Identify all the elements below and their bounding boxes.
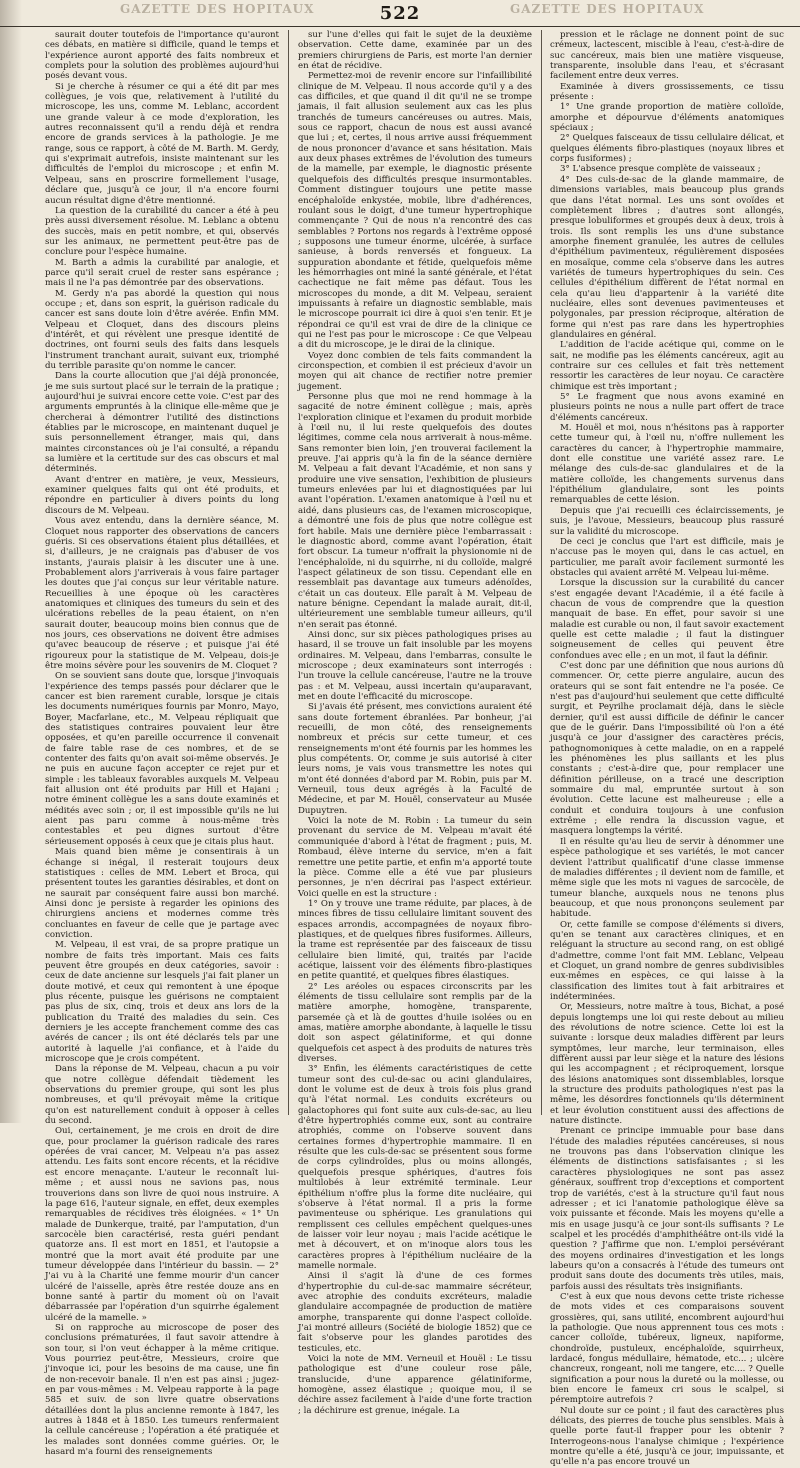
paragraph: C'est donc par une définition que nous aurions dû commencer. Or, cette pierre angulaire, aucun des orateurs qui se sont fait entendre ne l'a posée. Ce n'est pas d'aujourd'hui seulement que cette difficulté surgit, et Peyrilhe proclamait déjà, dans le siècle dernier, qu'il est aussi difficile de définir le cancer que de le guérir. Dans l'impossibilité où l'on a été jusqu'à ce jour d'assigner des caractères précis, pathognomoniques à cette maladie, on en a rappelé les phénomènes les plus saillants et les plus constants ; c'est-à-dire que, pour remplacer une définition périlleuse, on a tracé une description sommaire du mal, empruntée surtout à son évolution. Cette lacune est malheureuse ; elle a conduit et conduira toujours à une confusion extrême ; elle rendra la discussion vague, et masquera longtemps la vérité. — [550, 660, 784, 837]
paragraph: M. Velpeau, il est vrai, de sa propre pratique un nombre de faits très important. Mais ces faits peuvent être groupés en deux catégories, savoir : ceux de date ancienne sur lesquels j'ai fait planer un doute motivé, et ceux qui remontent à une époque plus récente, puisque les guérisons ne comptaient pas plus de six, cinq, trois et deux ans lors de la publication du Traité des maladies du sein. Ces derniers je les accepte franchement comme des cas avérés de cancer ; ils ont été déclarés tels par une autorité à laquelle j'ai confiance, et à l'aide du microscope que je crois compétent. — [45, 940, 279, 1065]
paragraph: 4° Des culs-de-sac de la glande mammaire, de dimensions variables, mais beaucoup plus grands que dans l'état normal. Les uns sont ovoïdes et complètement libres ; d'autres sont allongés, presque lobuliformes et groupés deux à deux, trois à trois. Ils sont remplis les uns d'une substance amorphe finement granulée, les autres de cellules d'épithélium pavimenteux, régulièrement disposées en mosaïque, comme cela s'observe dans les autres variétés de tumeurs hypertrophiques du sein. Ces cellules d'épithélium diffèrent de l'état normal en cela qu'au lieu d'appartenir à la variété dite nucléaire, elles sont devenues pavimenteuses et polygonales, par pression réciproque, altération de forme qui n'est pas rare dans les hypertrophies glandulaires en général. — [550, 174, 784, 340]
paragraph: Nul doute sur ce point ; il faut des caractères plus délicats, des pierres de touche plus sensibles. Mais à quelle porte faut-il frapper pour les obtenir ? Interrogeons-nous l'analyse chimique ; l'expérience montre qu'elle a été, jusqu'à ce jour, impuissante, et qu'elle n'a pas encore trouvé un — [550, 1405, 784, 1468]
paragraph: Dans la réponse de M. Velpeau, chacun a pu voir que notre collègue défendait tièdement les observations du premier groupe, qui sont les plus nombreuses, et qu'il prévoyait même la critique qu'on est naturellement conduit à opposer à celles du second. — [45, 1064, 279, 1127]
paragraph: M. Houël et moi, nous n'hésitons pas à rapporter cette tumeur qui, à l'œil nu, n'offre nullement les caractères du cancer, à l'hypertrophie mammaire, dont elle constitue une variété assez rare. Le mélange des culs-de-sac glandulaires et de la matière colloïde, les changements survenus dans l'épithélium glandulaire, sont les points remarquables de cette lésion. — [550, 423, 784, 506]
paragraph: Si on rapproche au microscope de poser des conclusions prématurées, il faut savoir attendre à son tour, si l'on veut échapper à la même critique. Vous pourriez peut-être, Messieurs, croire que j'invoque ici, pour les besoins de ma cause, une fin de non-recevoir banale. Il n'en est pas ainsi ; jugez-en par vous-mêmes : M. Velpeau rapporte à la page 585 et suiv. de son livre quatre observations détaillées dont la plus ancienne remonte à 1847, les autres à 1848 et à 1850. Les tumeurs renfermaient la cellule cancéreuse ; l'opération a été pratiquée et les malades sont données comme guéries. Or, le hasard m'a fourni des renseignements — [45, 1322, 279, 1458]
paragraph: Dans la courte allocution que j'ai déjà prononcée, je me suis surtout placé sur le terrain de la pratique ; aujourd'hui je suivrai encore cette voie. C'est par des arguments empruntés à la clinique elle-même que je chercherai à démontrer l'utilité des distinctions établies par le microscope, en maintenant duquel je suis personnellement étranger, mais qui, dans maintes circonstances où je l'ai consulté, a répandu sa lumière et la certitude sur des cas obscurs et mal déterminés. — [45, 371, 279, 475]
paragraph: C'est à eux que nous devons cette triste richesse de mots vides et ces comparaisons souvent grossières, qui, sans utilité, encombrent aujourd'hui la pathologie. Que nous apprennent tous ces mots : cancer colloïde, tubéreux, ligneux, napiforme, chondroïde, pustuleux, encéphaloïde, squirrheux, lardacé, fongus médullaire, hématode, etc... ; ulcère chancreux, rongeant, noli me tangere, etc.... ? Quelle signification a pour nous la dureté ou la mollesse, ou bien encore le fameux cri sous le scalpel, si péremptoire autrefois ? — [550, 1291, 784, 1406]
paragraph: 3° Enfin, les éléments caractéristiques de cette tumeur sont des cul-de-sac ou acini glandulaires, dont le volume est de deux à trois fois plus grand qu'à l'état normal. Les conduits excréteurs ou galactophores qui font suite aux culs-de-sac, au lieu d'être hypertrophiés comme eux, sont au contraire atrophiés, comme on l'observe souvent dans certaines formes d'hypertrophie mammaire. Il en résulte que les culs-de-sac se présentent sous forme de corps cylindroïdes, plus ou moins allongés, quelquefois presque sphériques, d'autres fois multilobés à leur extrémité terminale. Leur épithélium n'offre plus la forme dite nucléaire, qui s'observe à l'état normal. Il a pris la forme pavimenteuse ou sphérique. Les granulations qui remplissent ces cellules empêchent quelques-unes de laisser voir leur noyau ; mais l'acide acétique le met à découvert, et on m'inoque alors tous les caractères propres à l'épithélium nucléaire de la mamelle normale. — [298, 1064, 532, 1271]
column-1 — [45, 30, 279, 1458]
paragraph: 5° Le fragment que nous avons examiné en plusieurs points ne nous a nulle part offert de trace d'éléments cancéreux. — [550, 392, 784, 423]
paragraph: 3° L'absence presque complète de vaisseaux ; — [560, 164, 761, 175]
paragraph: pression et le râclage ne donnent point de suc crémeux, lactescent, miscible à l'eau, c'est-à-dire de suc cancéreux, mais bien une matière visqueuse, transparente, insoluble dans l'eau, et s'écrasant facilement entre deux verres. — [550, 30, 784, 82]
paragraph: Si je cherche à résumer ce qui a été dit par mes collègues, je vois que, relativement à l'utilité du microscope, les uns, comme M. Leblanc, accordent une grande valeur à ce mode d'exploration, les autres reconnaissent qu'il a rendu déjà et rendra encore de grands services à la pathologie. Je me range, sous ce rapport, à côté de M. Barth. M. Gerdy, qui s'exprimait autrefois, insiste maintenant sur les difficultés de l'emploi du microscope ; et enfin M. Velpeau, sans en proscrire formellement l'usage, déclare que, jusqu'à ce jour, il n'a encore fourni aucun résultat digne d'être mentionné. — [45, 81, 279, 206]
paragraph: Il en résulte qu'au lieu de servir à dénommer une espèce pathologique et ses variétés, le mot cancer devient l'attribut qualificatif d'une classe immense de maladies différentes ; il devient nom de famille, et même sigle que les mots ni vagues de sarcocèle, de tumeur blanche, auxquels nous ne tenons plus beaucoup, et que nous prononçons seulement par habitude. — [550, 836, 784, 920]
column-3 — [550, 30, 784, 1468]
paragraph: Lorsque la discussion sur la curabilité du cancer s'est engagée devant l'Académie, il a été facile à chacun de vous de comprendre que la question manquait de base. En effet, pour savoir si une maladie est curable ou non, il faut savoir exactement quelle est cette maladie ; il faut la distinguer soigneusement de celles qui peuvent être confondues avec elle ; en un mot, il faut la définir. — [550, 578, 784, 661]
running-head-right: GAZETTE DES HOPITAUX — [510, 2, 705, 16]
paragraph: Avant d'entrer en matière, je veux, Messieurs, examiner quelques faits qui ont été produits, et répondre en particulier à divers points du long discours de M. Velpeau. — [45, 474, 279, 516]
paragraph: Depuis que j'ai recueilli ces éclaircissements, je suis, je l'avoue, Messieurs, beaucoup plus rassuré sur la validité du microscope. — [550, 505, 784, 537]
paragraph: Or, Messieurs, notre maître à tous, Bichat, a posé depuis longtemps une loi qui reste debout au milieu des révolutions de notre science. Cette loi est la suivante : lorsque deux maladies diffèrent par leurs symptômes, leur marche, leur terminaison, elles diffèrent aussi par leur siège et la nature des lésions qui les accompagnent ; et réciproquement, lorsque des lésions anatomiques sont dissemblables, lorsque la structure des produits pathologiques n'est pas la même, les désordres fonctionnels qu'ils déterminent et leur évolution constituent aussi des affections de nature distincte. — [550, 1002, 784, 1127]
paragraph: Voici la note de MM. Verneuil et Houël : Le tissu pathologique est d'une couleur rose pâle, translucide, d'une apparence gélatiniforme, homogène, assez élastique ; quoique mou, il se déchire assez facilement à l'aide d'une forte traction ; la déchirure est grenue, inégale. La — [298, 1354, 532, 1416]
paragraph: Oui, certainement, je me crois en droit de dire que, pour proclamer la guérison radicale des rares opérées de vrai cancer, M. Velpeau n'a pas assez attendu. Les faits sont encore récents, et la récidive est encore menaçante. L'auteur le reconnaît lui-même ; et aussi nous ne savions pas, nous trouverions dans son livre de quoi nous instruire. A la page 616, l'auteur signale, en effet, deux exemples remarquables de récidives très éloignées. « 1° Un malade de Dunkerque, traité, par l'amputation, d'un sarcocèle bien caractérisé, resta guéri pendant quatorze ans. Il est mort en 1851, et l'autopsie a montré que la mort avait été produite par une tumeur développée dans l'intérieur du bassin. — 2° J'ai vu à la Charité une femme mourir d'un cancer ulcéré de l'aisselle, après être restée douze ans en bonne santé à partir du moment où on l'avait débarrassée par l'opération d'un squirrhe également ulcéré de la mamelle. » — [45, 1126, 279, 1323]
paragraph: Permettez-moi de revenir encore sur l'infaillibilité clinique de M. Velpeau. Il nous accorde qu'il y a des cas difficiles, et que quand il dit qu'il ne se trompe jamais, il fait allusion seulement aux cas les plus tranchés de tumeurs cancéreuses ou autres. Mais, sous ce rapport, chacun de nous est aussi avancé que lui ; et, certes, il nous arrive aussi fréquemment de nous prononcer d'avance et sans hésitation. Mais aux deux phases extrêmes de l'évolution des tumeurs de la mamelle, par exemple, le diagnostic présente quelquefois des difficultés presque insurmontables. Comment distinguer toujours une petite masse encéphaloïde enkystée, mobile, libre d'adhérences, roulant sous le doigt, d'une tumeur hypertrophique commençante ? Qui de nous n'a rencontré des cas semblables ? Portons nos regards à l'extrême opposé ; supposons une tumeur énorme, ulcérée, à surface sanieuse, à bords renversés et fongueux. La suppuration abondante et fétide, quelquefois même les hémorrhagies ont miné la santé générale, et l'état cachectique ne fait même pas défaut. Tous les microscopes du monde, a dit M. Velpeau, seraient impuissants à refaire un diagnostic semblable, mais le microscope pourrait ici dire à quoi s'en tenir. Et je répondrai ce qu'il est vrai de dire de la clinique ce qui ne l'est pas pour le microscope : Ce que Velpeau a dit du microscope, je le dirai de la clinique. — [298, 71, 532, 351]
paragraph: Ainsi donc, sur six pièces pathologiques prises au hasard, il se trouve un fait insoluble par les moyens ordinaires. M. Velpeau, dans l'embarras, consulte le microscope ; deux examinateurs sont interrogés : l'un trouve la cellule cancéreuse, l'autre ne la trouve pas : et M. Velpeau, aussi incertain qu'auparavant, met en doute l'efficacité du microscope. — [298, 629, 532, 702]
paragraph: Ainsi il s'agit là d'une de ces formes d'hypertrophie du cul-de-sac mammaire sécréteur, avec atrophie des conduits excréteurs, maladie glandulaire accompagnée de production de matière amorphe, transparente qui donne l'aspect colloïde. J'ai montré ailleurs (Société de biologie 1852) que ce fait s'observe pour les glandes parotides des testicules, etc. — [298, 1271, 532, 1354]
paragraph: Prenant ce principe immuable pour base dans l'étude des maladies réputées cancéreuses, si nous ne trouvons pas dans l'observation clinique les éléments de distinctions satisfaisantes ; si les caractères physiologiques ne sont pas assez généraux, souffrent trop d'exceptions et comportent trop de variétés, c'est à la structure qu'il faut nous adresser ; et ici l'anatomie pathologique élève sa voix puissante et féconde. Mais les moyens qu'elle a mis en usage jusqu'à ce jour sont-ils suffisants ? Le scalpel et les procédés d'amphithéâtre ont-ils vidé la question ? J'affirme que non. L'emploi persévérant des moyens ordinaires d'investigation et les longs labeurs qu'on a consacrés à l'étude des tumeurs ont produit sans doute des documents très utiles, mais, parfois aussi des résultats très insignifiants. — [550, 1126, 784, 1292]
binding-shadow — [0, 0, 22, 1123]
paragraph: La question de la curabilité du cancer a été à peu près aussi diversement résolue. M. Leblanc a obtenu des succès, mais en petit nombre, et qui, observés sur les animaux, ne permettent peut-être pas de conclure pour l'espèce humaine. — [45, 205, 279, 258]
paragraph: sur l'une d'elles qui fait le sujet de la deuxième observation. Cette dame, examinée par un des premiers chirurgiens de Paris, est morte l'an dernier en état de récidive. — [298, 30, 532, 72]
paragraph: 1° Une grande proportion de matière colloïde, amorphe et dépourvue d'éléments anatomiques spéciaux ; — [550, 102, 784, 134]
page-number: 522 — [379, 3, 421, 24]
paragraph: Mais quand bien même je consentirais à un échange si inégal, il resterait toujours deux statistiques : celles de MM. Lebert et Broca, qui présentent toutes les garanties désirables, et dont on ne saurait par conséquent faire aussi bon marché. Ainsi donc je persiste à regarder les opinions des chirurgiens anciens et modernes comme très concluantes en faveur de celle que je partage avec conviction. — [45, 847, 279, 940]
paragraph: Voyez donc combien de tels faits commandent la circonspection, et combien il est précieux d'avoir un moyen qui ait chance de rectifier notre premier jugement. — [298, 350, 532, 392]
paragraph: Personne plus que moi ne rend hommage à la sagacité de notre éminent collègue ; mais, après l'exploration clinique et l'examen du produit morbide à l'œil nu, il lui reste quelquefois des doutes légitimes, comme cela nous arriverait à nous-même. Sans remonter bien loin, j'en trouverai facilement la preuve. J'ai appris qu'à la fin de la séance dernière M. Velpeau a fait devant l'Académie, et non sans y produire une vive sensation, l'exhibition de plusieurs tumeurs enlevées par lui et diagnostiquées par lui avant l'opération. L'examen anatomique à l'œil nu et aidé, dans plusieurs cas, de l'examen microscopique, a démontré une fois de plus que notre collègue est fort habile. Mais une dernière pièce l'embarrassait : le diagnostic abord, comme avant l'opération, était fort obscur. La tumeur n'offrait la physionomie ni de l'encéphaloïde, ni du squirrhe, ni du colloïde, malgré l'aspect gélatineux de son tissu. Cependant elle en ressemblait pas davantage aux tumeurs adénoïdes, c'était un cas douteux. Elle paraît à M. Velpeau de nature bénigne. Cependant la malade aurait, dit-il, ultérieurement une semblable tumeur ailleurs, qu'il n'en serait pas étonné. — [298, 392, 532, 630]
paragraph: L'addition de l'acide acétique qui, comme on le sait, ne modifie pas les éléments cancéreux, agit au contraire sur ces cellules et fait très nettement ressortir les caractères de leur noyau. Ce caractère chimique est très important ; — [550, 340, 784, 392]
paragraph: On se souvient sans doute que, lorsque j'invoquais l'expérience des temps passés pour déclarer que le cancer est bien rarement curable, lorsque je citais les documents numériques fournis par Monro, Mayo, Boyer, Macfarlane, etc., M. Velpeau répliquait que des statistiques contraires pouvaient leur être opposées, et qu'en pareille occurrence il convenait de faire table rase de ces nombres, et de se contenter des faits qu'on avait soi-même observés. Je ne puis en aucune façon accepter ce rejet pur et simple : les tableaux favorables auxquels M. Velpeau fait allusion ont été produits par Hill et Hajani ; notre éminent collègue les a sans doute examinés et médités avec soin ; or, il est impossible qu'ils ne lui aient pas paru comme à nous-même très contestables et peu dignes surtout d'être sérieusement opposés à ceux que je citais plus haut. — [45, 671, 279, 847]
paragraph: 1° On y trouve une trame réduite, par places, à de minces fibres de tissu cellulaire limitant souvent des espaces arrondis, accompagnées de noyaux fibro-plastiques, et de quelques fibres fusiformes. Ailleurs, la trame est représentée par des faisceaux de tissu cellulaire bien limité, qui, traités par l'acide acétique, laissent voir des éléments fibro-plastiques en petite quantité, et quelques fibres élastiques. — [298, 898, 532, 982]
paragraph: M. Gerdy n'a pas abordé la question qui nous occupe ; et, dans son esprit, la guérison radicale du cancer est sans doute loin d'être avérée. Enfin MM. Velpeau et Cloquet, dans des discours pleins d'intérêt, et qui révèlent une presque identité de doctrines, ont fourni seuls des faits dans lesquels l'instrument tranchant aurait, suivant eux, triomphé du terrible parasite qu'on nomme le cancer. — [45, 288, 279, 371]
article-columns — [45, 30, 787, 1468]
paragraph: Examinée à divers grossissements, ce tissu présente : — [550, 81, 784, 103]
paragraph: 2° Les aréoles ou espaces circonscrits par les éléments de tissu cellulaire sont remplis par de la matière amorphe, homogène, transparente, parsemée çà et là de gouttes d'huile isolées ou en amas, matière amorphe abondante, à laquelle le tissu doit son aspect gélatiniforme, et qui donne quelquefois cet aspect à des produits de natures très diverses. — [298, 981, 532, 1065]
column-divider — [541, 30, 542, 1115]
paragraph: Voici la note de M. Robin : La tumeur du sein provenant du service de M. Velpeau m'avait été communiquée d'abord à l'état de fragment ; puis, M. Rombaud, élève interne du service, m'en a fait remettre une petite partie, et enfin m'a apporté toute la pièce. Comme elle a été vue par plusieurs personnes, je n'en décrirai pas l'aspect extérieur. Voici quelle en est la structure : — [298, 816, 532, 899]
paragraph: Or, cette famille se compose d'éléments si divers, qu'en se tenant aux caractères cliniques, et en reléguant la structure au second rang, on est obligé d'admettre, comme l'ont fait MM. Leblanc, Velpeau et Cloquet, un grand nombre de genres subdivisibles eux-mêmes en espèces, ce qui laisse à la classification des limites tout à fait arbitraires et indéterminées. — [550, 919, 784, 1002]
paragraph: 2° Quelques faisceaux de tissu cellulaire délicat, et quelques éléments fibro-plastiques (noyaux libres et corps fusiformes) ; — [550, 133, 784, 165]
paragraph: De ceci je conclus que l'art est difficile, mais je n'accuse pas le moyen qui, dans le cas actuel, en particulier, me paraît avoir facilement surmonté les obstacles qui avaient arrêté M. Velpeau lui-même. — [550, 536, 784, 578]
column-2 — [298, 30, 532, 1416]
paragraph: Vous avez entendu, dans la dernière séance, M. Cloquet nous rapporter des observations de cancers guéris. Si ces observations étaient plus détaillées, et si, d'ailleurs, je ne craignais pas d'abuser de vos instants, j'aurais plaisir à les discuter une à une. Probablement alors j'arriverais à vous faire partager les doutes que j'ai conçus sur leur véritable nature. Recueillies à une époque où les caractères anatomiques et cliniques des tumeurs du sein et des ulcérations rebelles de la peau étaient, on n'en saurait douter, beaucoup moins bien connus que de nos jours, ces observations ne doivent être admises qu'avec beaucoup de réserve ; et puisque j'ai été rigoureux pour la statistique de M. Velpeau, dois-je être moins sévère pour les souvenirs de M. Cloquet ? — [45, 516, 279, 671]
paragraph: Si j'avais été présent, mes convictions auraient été sans doute fortement ébranlées. Par bonheur, j'ai recueilli, de mon côté, des renseignements nombreux et précis sur cette tumeur, et ces renseignements m'ont été fournis par les hommes les plus compétents. Or, comme je suis autorisé à citer leurs noms, je vais vous transmettre les notes qui m'ont été données d'abord par M. Robin, puis par M. Verneuil, tous deux agrégés à la Faculté de Médecine, et par M. Houël, conservateur au Musée Dupuytren. — [298, 702, 532, 816]
running-head-left: GAZETTE DES HOPITAUX — [120, 2, 315, 16]
paragraph: M. Barth a admis la curabilité par analogie, et parce qu'il serait cruel de rester sans espérance ; mais il ne l'a pas démontrée par des observations. — [45, 257, 279, 289]
paragraph: saurait douter toutefois de l'importance qu'auront ces débats, en matière si difficile, quand le temps et l'expérience auront apporté des faits nombreux et complets pour la solution des problèmes aujourd'hui posés devant vous. — [45, 30, 279, 82]
column-divider — [288, 30, 289, 1115]
